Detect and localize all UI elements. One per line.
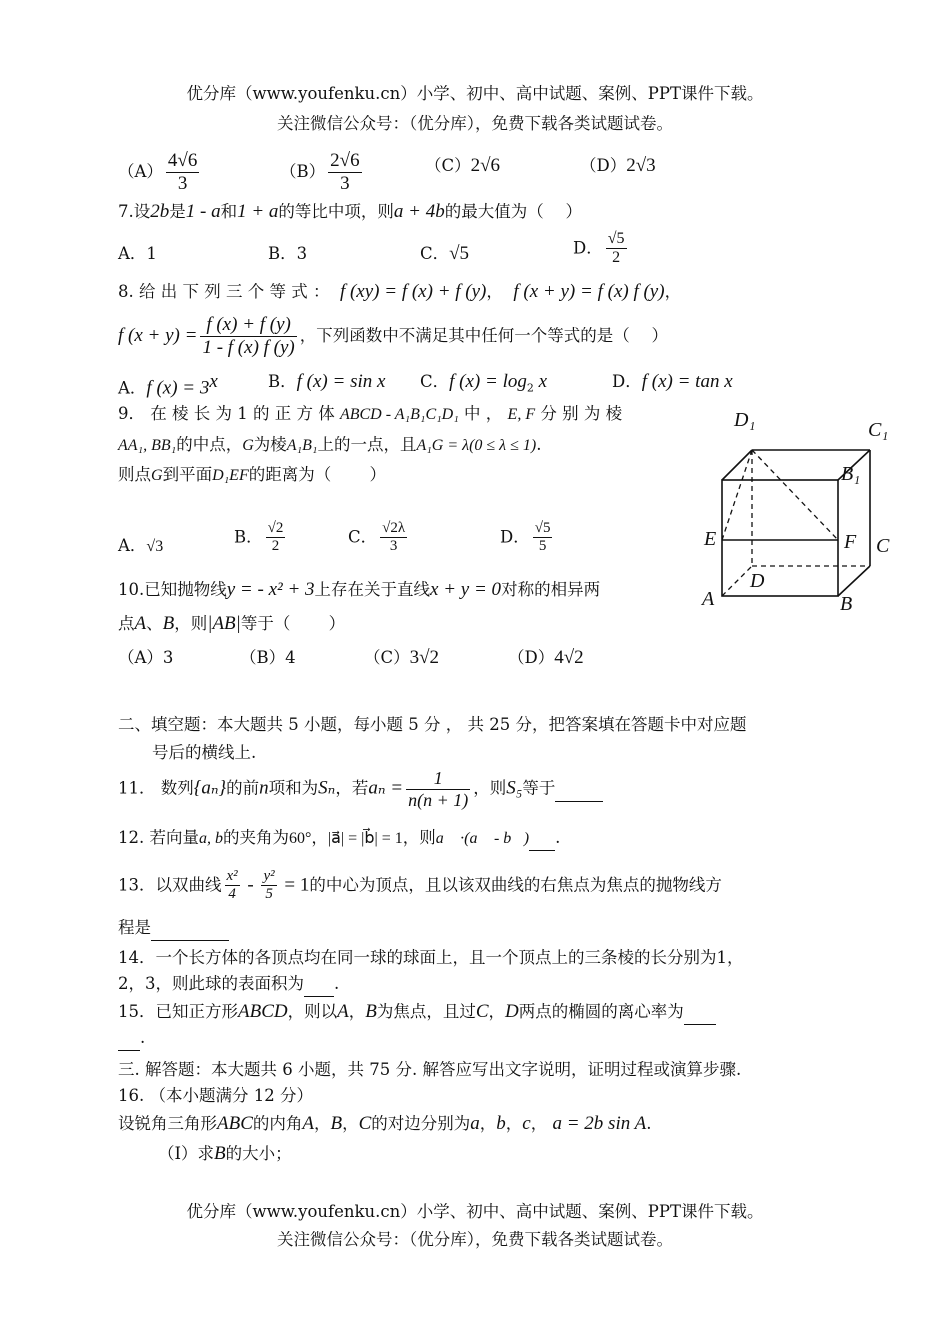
cube-edge-a1d1 — [722, 450, 752, 480]
q6-option-c — [425, 154, 500, 178]
q8-option-c: C．f $(x) = \log_2 x$ — [420, 371, 548, 395]
q6-option-a — [118, 150, 202, 195]
q14-line-2: 2，3，则此球的表面积为 . — [118, 972, 339, 997]
q6-a-label: （A） — [118, 161, 163, 181]
q11: 11． 数列{aₙ}的前n项和为Sₙ，若aₙ = $\frac{1}{n(n + 1)}$ ，则S₅等于 — [118, 768, 603, 810]
q7-option-a: A．1 — [118, 244, 157, 263]
label-e: E — [704, 528, 717, 550]
label-b: B — [840, 593, 853, 615]
q9-option-b: B． $\frac{√2}{2}$ — [234, 520, 284, 555]
q10-line-2: 点A、B，则|AB|等于（ ） — [118, 613, 346, 634]
q8-option-b: B．f (x) = sin x — [268, 371, 386, 392]
q11-answer-blank[interactable] — [555, 777, 603, 802]
q9-line-1: 9． 在 棱 长 为 1 的 正 方 体 ABCD - A₁B₁C₁D₁ 中 ， E, F 分 别 为 棱 — [118, 404, 623, 423]
cube-hidden-edge-ad — [722, 566, 752, 596]
q10-line-1: 10.已知抛物线y = - x² + 3上存在关于直线x + y = 0对称的相异两 — [118, 579, 601, 600]
q15-answer-blank-cont[interactable] — [118, 1026, 140, 1051]
q6-b-label: （B） — [280, 161, 326, 181]
q16-heading: 16. （本小题满分 12 分） — [118, 1086, 313, 1105]
section3-heading: 三. 解答题：本大题共 6 小题，共 75 分. 解答应写出文字说明，证明过程或演算步骤. — [118, 1060, 742, 1079]
q8-option-d: D．f (x) = tan x — [612, 371, 733, 392]
q7-option-d: D． $\frac{√5}{2}$ — [573, 230, 625, 267]
q6-c-value: 2√6 — [470, 155, 501, 176]
q12-answer-blank[interactable] — [529, 826, 555, 851]
q15-line-1: 15．已知正方形ABCD，则以A，B为焦点，且过C，D两点的椭圆的离心率为 — [118, 1000, 716, 1025]
header-line-1: 优分库（www.youfenku.cn）小学、初中、高中试题、案例、PPT课件下载。 — [186, 84, 764, 103]
q7-option-c: C．√5 — [420, 243, 470, 264]
q6-d-value: 2√3 — [626, 155, 656, 176]
q6-option-b — [280, 150, 365, 195]
q6-a-fraction: $\frac{4√6}{3}$ — [167, 150, 198, 194]
cube-figure — [696, 400, 896, 615]
q10-option-a: （A）3 — [118, 648, 174, 667]
q9-option-a: A．√3 — [118, 536, 164, 555]
q14-line-1: 14．一个长方体的各顶点均在同一球的球面上，且一个顶点上的三条棱的长分别为1， — [118, 948, 744, 967]
q7-option-b: B．3 — [268, 244, 308, 263]
q8-stem: 8. 给 出 下 列 三 个 等 式 ： f (xy) = f (x) + f (y)， f (x + y) = f (x) f (y)， — [118, 281, 682, 302]
q10-option-b: （B）4 — [240, 648, 296, 667]
q9-option-c: C． $\frac{√2\lambda}{3}$ — [348, 520, 406, 555]
q8-option-a: A．f $(x) = 3^x$ — [118, 371, 218, 399]
q13-line-2: 程是 — [118, 916, 229, 941]
q13-answer-blank[interactable] — [151, 916, 229, 941]
label-c1: C₁ — [868, 419, 889, 441]
q10-option-d: （D）4√2 — [508, 647, 584, 668]
q12: 12. 若向量a, b的夹角为60°，|a⃗| = |b⃗| = 1，则a⃗ ·(a⃗ - b⃗) . — [118, 826, 560, 851]
q15-answer-blank[interactable] — [684, 1000, 716, 1025]
label-d: D — [750, 570, 765, 592]
section2-heading: 二、填空题：本大题共 5 小题，每小题 5 分 ， 共 25 分，把答案填在答题卡中对应题 — [118, 715, 747, 734]
label-b1: B₁ — [841, 463, 861, 485]
label-f: F — [844, 531, 857, 553]
q16-part-1: （Ⅰ）求B的大小； — [158, 1143, 292, 1164]
q14-answer-blank[interactable] — [304, 972, 334, 997]
q6-option-d — [580, 154, 656, 178]
label-a: A — [702, 588, 715, 610]
section2-heading-cont: 号后的横线上. — [152, 743, 257, 762]
segment-d1f — [752, 450, 838, 540]
cube-edge-bc — [838, 566, 870, 596]
q13-line-1: 13．以双曲线 $\frac{\text{x²}}{4}$ - $\frac{\text{y²}}{5}$ = 1的中心为顶点，且以该双曲线的右焦点为焦点的抛物线方 — [118, 868, 722, 903]
cube-front-face — [722, 480, 838, 596]
q8-eq3: f (x + y) = $\frac{f (x) + f (y)}{1 - f (x) f (y)}$ ，下列函数中不满足其中任何一个等式的是（ ） — [118, 314, 669, 358]
q6-b-fraction: $\frac{2√6}{3}$ — [330, 150, 360, 194]
q6-c-label: （C） — [425, 156, 471, 175]
q9-option-d: D． $\frac{√5}{5}$ — [500, 520, 551, 555]
q15-line-2: . — [118, 1026, 145, 1051]
q6-d-label: （D） — [580, 156, 627, 175]
footer-line-1: 优分库（www.youfenku.cn）小学、初中、高中试题、案例、PPT课件下载。 — [186, 1202, 764, 1221]
label-d1: D₁ — [734, 409, 756, 431]
q10-option-c: （C）3√2 — [364, 647, 440, 668]
q9-line-2: AA₁, BB₁的中点，G为棱A₁B₁上的一点，且A₁G = λ(0 ≤ λ ≤ 1). — [118, 435, 542, 454]
q7-stem: 7.设2b是1 - a和1 + a的等比中项，则a + 4b的最大值为（ ） — [118, 201, 582, 222]
footer-line-2: 关注微信公众号：（优分库），免费下载各类试题试卷。 — [277, 1230, 673, 1249]
segment-d1e — [722, 450, 752, 540]
q16-stem: 设锐角三角形ABC的内角A，B，C的对边分别为a，b，c， a = 2b sin A. — [118, 1113, 652, 1134]
q9-line-3: 则点G到平面D₁EF的距离为（ ） — [118, 465, 386, 484]
label-c: C — [876, 535, 890, 557]
header-line-2: 关注微信公众号：（优分库），免费下载各类试题试卷。 — [277, 114, 673, 133]
